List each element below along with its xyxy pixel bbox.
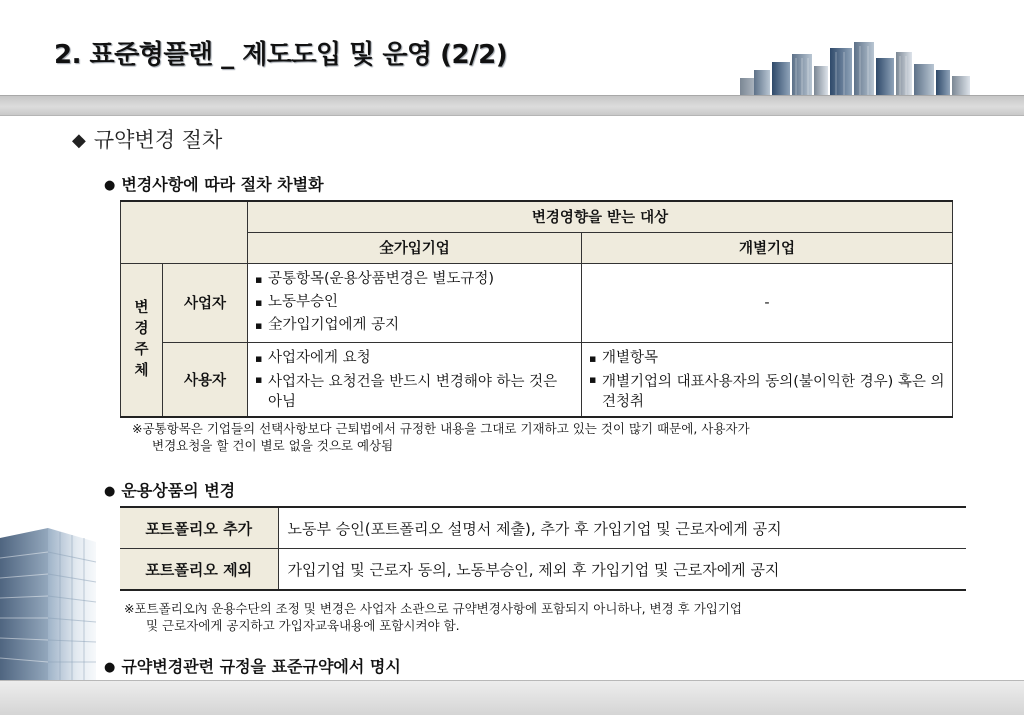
- subject-char: 변: [134, 299, 149, 316]
- list-item: ▪ 全가입기업에게 공지: [254, 314, 575, 337]
- office-tower-image: [0, 528, 112, 688]
- table-header-row: [121, 201, 953, 232]
- bullet-item-standard-rules: [104, 654, 401, 677]
- footnote-line: ※공통항목은 기업들의 선택사항보다 근퇴법에서 규정한 내용을 그대로 기재하고 있는 것이 많기 때문에, 사용자가: [132, 421, 750, 436]
- bullet-dot-icon: ●: [104, 484, 116, 499]
- section-heading-text: 규약변경 절차: [93, 128, 223, 152]
- list-item: ▪ 개별항목: [588, 347, 946, 370]
- role-employer: 사용자: [163, 342, 248, 417]
- list-item: ▪ 사업자에게 요청: [254, 347, 575, 370]
- footnote-line: 및 근로자에게 공지하고 가입자교육내용에 포함시켜야 함.: [146, 618, 460, 633]
- change-subject-label: [121, 263, 163, 417]
- all-companies-header: 全가입기업: [248, 232, 582, 263]
- corner-cell: [121, 201, 248, 263]
- footnote-line: ※포트폴리오內 운용수단의 조정 및 변경은 사업자 소관으로 규약변경사항에 포함되지 아니하나, 변경 후 가입기업: [124, 601, 743, 616]
- section-heading: [72, 124, 222, 154]
- portfolio-change-table: [120, 506, 966, 591]
- footnote-portfolio: [124, 600, 742, 634]
- role-provider: 사업자: [163, 263, 248, 342]
- header-band: [0, 95, 1024, 116]
- portfolio-remove-text: 가입기업 및 근로자 동의, 노동부승인, 제외 후 가입기업 및 근로자에게 공지: [278, 549, 966, 591]
- table-row: [121, 342, 953, 417]
- bullet-text: 변경사항에 따라 절차 차별화: [121, 175, 324, 194]
- subject-char: 주: [134, 341, 149, 358]
- portfolio-remove-label: 포트폴리오 제외: [120, 549, 278, 591]
- provider-all-cell: [248, 263, 582, 342]
- provider-individual-cell: -: [582, 263, 953, 342]
- individual-company-header: 개별기업: [582, 232, 953, 263]
- diamond-bullet-icon: ◆: [72, 130, 86, 151]
- bullet-item-procedure: [104, 172, 324, 195]
- subject-char: 경: [134, 320, 149, 337]
- city-skyline-image: [740, 40, 970, 98]
- footnote-line: 변경요청을 할 건이 별로 없을 것으로 예상됨: [152, 438, 394, 453]
- list-item: ▪ 사업자는 요청건을 반드시 변경해야 하는 것은 아님: [254, 370, 575, 412]
- table-row: [121, 263, 953, 342]
- list-item: ▪ 노동부승인: [254, 291, 575, 314]
- bullet-dot-icon: ●: [104, 660, 116, 675]
- table-row: [120, 549, 966, 591]
- footer-band: [0, 680, 1024, 715]
- table-row: [120, 507, 966, 549]
- employer-individual-cell: [582, 342, 953, 417]
- subject-char: 체: [134, 362, 149, 379]
- portfolio-add-text: 노동부 승인(포트폴리오 설명서 제출), 추가 후 가입기업 및 근로자에게 공지: [278, 507, 966, 549]
- change-procedure-table: [120, 200, 953, 418]
- bullet-text: 규약변경관련 규정을 표준규약에서 명시: [121, 657, 401, 676]
- bullet-dot-icon: ●: [104, 178, 116, 193]
- bullet-text: 운용상품의 변경: [121, 481, 236, 500]
- footnote-common-items: [132, 420, 750, 454]
- bullet-item-product-change: [104, 478, 235, 501]
- portfolio-add-label: 포트폴리오 추가: [120, 507, 278, 549]
- list-item: ▪ 개별기업의 대표사용자의 동의(불이익한 경우) 혹은 의견청취: [588, 370, 946, 412]
- employer-all-cell: [248, 342, 582, 417]
- slide-title: 2. 표준형플랜 _ 제도도입 및 운영 (2/2): [54, 40, 508, 70]
- list-item: ▪ 공통항목(운용상품변경은 별도규정): [254, 268, 575, 291]
- affected-target-header: 변경영향을 받는 대상: [248, 201, 953, 232]
